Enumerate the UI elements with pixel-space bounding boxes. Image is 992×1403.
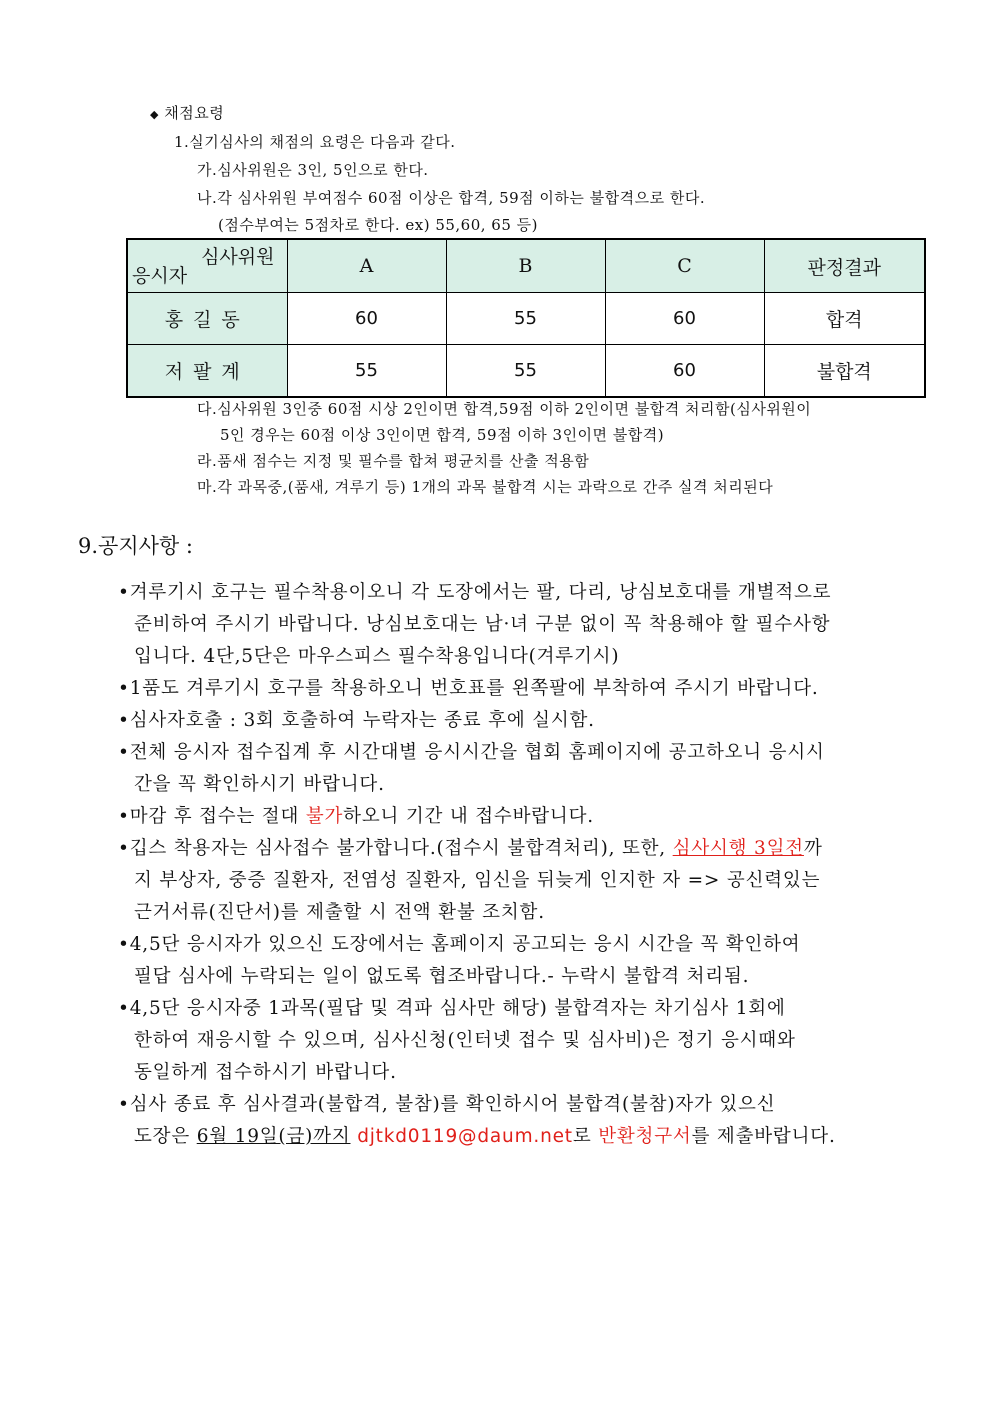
notice-item-1-line-3: 입니다. 4단,5단은 마우스피스 필수착용입니다(겨루기시) (134, 646, 620, 667)
bullet-dot-icon: • (118, 806, 130, 827)
notice-item-6: •깁스 착용자는 심사접수 불가합니다.(접수시 불합격처리), 또한, 심사시행 3일전까 (118, 838, 823, 859)
bullet-dot-icon: • (118, 1094, 130, 1115)
deadline-date: 6월 19일(금)까지 (196, 1126, 351, 1147)
grading-line-da-1: 다.심사위원 3인중 60점 시상 2인이면 합격,59점 이하 2인이면 불합격 처리함(심사위원이 (197, 400, 812, 418)
notice-item-5: •마감 후 접수는 절대 불가하오니 기간 내 접수바랍니다. (118, 806, 594, 827)
table-corner-cell (127, 239, 287, 293)
contact-email-link[interactable]: djtkd0119@daum.net (357, 1126, 573, 1147)
grading-line-na: 나.각 심사위원 부여점수 60점 이상은 합격, 59점 이하는 불합격으로 한다. (197, 189, 706, 207)
diamond-bullet-icon: ◆ (150, 108, 159, 121)
candidate-name: 홍길동 (127, 293, 287, 345)
notice-item-8-line-3: 동일하게 접수하시기 바랍니다. (134, 1062, 397, 1083)
table-row (127, 345, 925, 398)
bullet-dot-icon: • (118, 742, 130, 763)
notice-title: 9.공지사항 : (78, 534, 193, 558)
notice-item-4: •전체 응시자 접수집계 후 시간대별 응시시간을 협회 홈페이지에 공고하오니 응시시 (118, 742, 825, 763)
result-cell: 합격 (764, 293, 925, 345)
emphasis-text: 불가 (305, 806, 344, 827)
notice-item-3: •심사자호출 : 3회 호출하여 누락자는 종료 후에 실시함. (118, 710, 595, 731)
column-header-b: B (446, 239, 605, 293)
score-cell: 55 (287, 345, 446, 398)
notice-item-6-line-2: 지 부상자, 중증 질환자, 전염성 질환자, 임신을 뒤늦게 인지한 자 => 공신력있는 (134, 870, 821, 891)
score-table (126, 238, 926, 398)
score-cell: 60 (605, 293, 764, 345)
grading-line-1: 1.실기심사의 채점의 요령은 다음과 같다. (174, 133, 456, 151)
result-cell: 불합격 (764, 345, 925, 398)
bullet-dot-icon: • (118, 838, 130, 859)
bullet-dot-icon: • (118, 998, 130, 1019)
notice-item-6-line-3: 근거서류(진단서)를 제출할 시 전액 환불 조치함. (134, 902, 545, 923)
bullet-dot-icon: • (118, 934, 130, 955)
notice-item-7-line-2: 필답 심사에 누락되는 일이 없도록 협조바랍니다.- 누락시 불합격 처리됨. (134, 966, 750, 987)
corner-label-candidates: 응시자 (132, 265, 188, 287)
bullet-dot-icon: • (118, 710, 130, 731)
column-header-result: 판정결과 (764, 239, 925, 293)
candidate-name: 저팔계 (127, 345, 287, 398)
score-cell: 55 (446, 345, 605, 398)
notice-item-8: •4,5단 응시자중 1과목(필답 및 격파 심사만 해당) 불합격자는 차기심사 1회에 (118, 998, 786, 1019)
column-header-c: C (605, 239, 764, 293)
bullet-dot-icon: • (118, 582, 130, 603)
corner-label-judges: 심사위원 (201, 246, 275, 268)
grading-heading: ◆ 채점요령 (150, 104, 225, 122)
score-cell: 60 (287, 293, 446, 345)
emphasis-text: 심사시행 3일전 (672, 838, 804, 859)
grading-line-da-2: 5인 경우는 60점 이상 3인이면 합격, 59점 이하 3인이면 불합격) (220, 426, 665, 444)
grading-line-ga: 가.심사위원은 3인, 5인으로 한다. (197, 161, 429, 179)
score-cell: 55 (446, 293, 605, 345)
notice-item-8-line-2: 한하여 재응시할 수 있으며, 심사신청(인터넷 접수 및 심사비)은 정기 응시때와 (134, 1030, 796, 1051)
column-header-a: A (287, 239, 446, 293)
bullet-dot-icon: • (118, 678, 130, 699)
notice-item-9: •심사 종료 후 심사결과(불합격, 불참)를 확인하시어 불합격(불참)자가 있으신 (118, 1094, 776, 1115)
notice-item-9-line-2: 도장은 6월 19일(금)까지 djtkd0119@daum.net로 반환청구서를 제출바랍니다. (134, 1126, 836, 1147)
grading-line-ma: 마.각 과목중,(품새, 겨루기 등) 1개의 과목 불합격 시는 과락으로 간주 실격 처리된다 (197, 478, 774, 496)
score-cell: 60 (605, 345, 764, 398)
table-row (127, 293, 925, 345)
grading-line-na-note: (점수부여는 5점차로 한다. ex) 55,60, 65 등) (218, 216, 539, 234)
notice-item-1: •겨루기시 호구는 필수착용이오니 각 도장에서는 팔, 다리, 낭심보호대를 개별적으로 (118, 582, 832, 603)
grading-line-ra: 라.품새 점수는 지정 및 필수를 합쳐 평균치를 산출 적용함 (197, 452, 590, 470)
notice-item-7: •4,5단 응시자가 있으신 도장에서는 홈페이지 공고되는 응시 시간을 꼭 확인하여 (118, 934, 801, 955)
emphasis-text: 반환청구서 (598, 1126, 692, 1147)
notice-item-2: •1품도 겨루기시 호구를 착용하오니 번호표를 왼쪽팔에 부착하여 주시기 바랍니다. (118, 678, 819, 699)
notice-item-1-line-2: 준비하여 주시기 바랍니다. 낭심보호대는 남·녀 구분 없이 꼭 착용해야 할 필수사항 (134, 614, 831, 635)
notice-item-4-line-2: 간을 꼭 확인하시기 바랍니다. (134, 774, 385, 795)
table-header-row (127, 239, 925, 293)
